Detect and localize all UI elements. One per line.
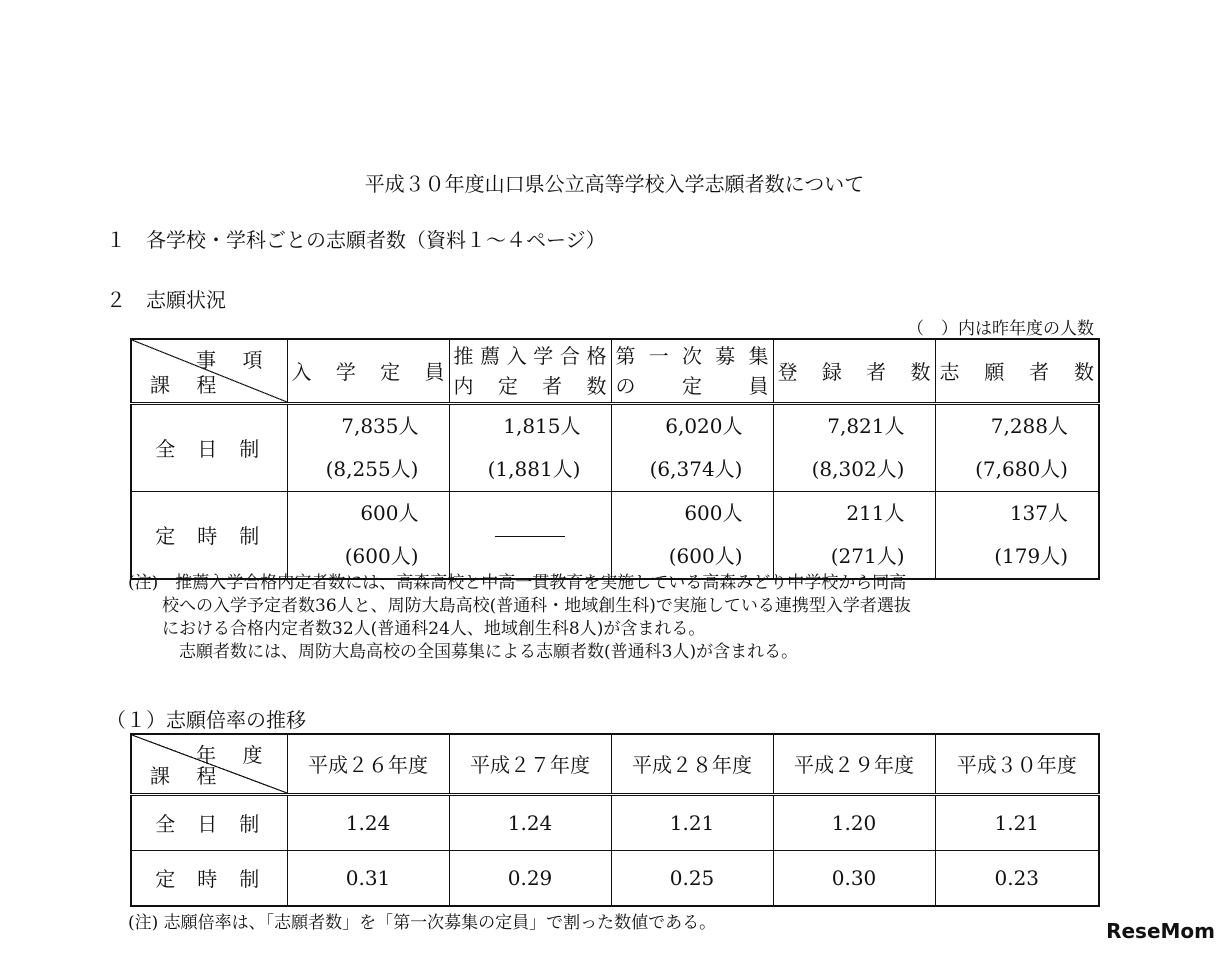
corner-top-label: 事 項 bbox=[196, 348, 273, 372]
table-row bbox=[131, 794, 1099, 850]
table1-footnotes bbox=[128, 572, 1103, 664]
table-cell: 1.24 bbox=[287, 794, 449, 850]
row-label-full-time: 全日制 bbox=[131, 794, 287, 850]
table-cell: 1.21 bbox=[611, 794, 773, 850]
row-label-part-time: 定時制 bbox=[131, 850, 287, 906]
table-cell: 600人 (600人) bbox=[287, 491, 449, 579]
row-label-full-time: 全日制 bbox=[131, 403, 287, 491]
table-cell: 600人 (600人) bbox=[611, 491, 773, 579]
table-cell: 0.31 bbox=[287, 850, 449, 906]
application-status-table bbox=[130, 338, 1100, 580]
table2-footnote: (注) 志願倍率は、「志願者数」を「第一次募集の定員」で割った数値である。 bbox=[128, 913, 717, 933]
table-cell: 7,821人 (8,302人) bbox=[773, 403, 935, 491]
header-year: 平成２９年度 bbox=[773, 734, 935, 794]
table2-corner-header bbox=[131, 734, 287, 794]
table-row bbox=[131, 850, 1099, 906]
table-cell: 6,020人 (6,374人) bbox=[611, 403, 773, 491]
row-label-part-time: 定時制 bbox=[131, 491, 287, 579]
header-enrollment-capacity: 入 学 定 員 bbox=[287, 339, 449, 403]
table-cell: 1.21 bbox=[935, 794, 1099, 850]
footnote-line: 志願者数には、周防大島高校の全国募集による志願者数(普通科3人)が含まれる。 bbox=[128, 642, 799, 662]
footnote-line: 校への入学予定者数36人と、周防大島高校(普通科・地域創生科)で実施している連携型入学者選抜 bbox=[128, 596, 911, 616]
table-row bbox=[131, 491, 1099, 579]
subsection-1-heading: （１）志願倍率の推移 bbox=[106, 708, 306, 732]
corner-top-label: 年 度 bbox=[196, 743, 273, 767]
section-2-heading: ２ 志願状況 bbox=[106, 288, 226, 312]
footnote-line: における合格内定者数32人(普通科24人、地域創生科8人)が含まれる。 bbox=[128, 619, 706, 639]
table1-note: （ ）内は昨年度の人数 bbox=[907, 319, 1094, 339]
section-1-heading: １ 各学校・学科ごとの志願者数（資料１～４ページ） bbox=[106, 228, 606, 252]
header-year: 平成２６年度 bbox=[287, 734, 449, 794]
resemom-logo: ReseMom bbox=[1106, 919, 1215, 943]
header-year: 平成３０年度 bbox=[935, 734, 1099, 794]
table-cell: 1,815人 (1,881人) bbox=[449, 403, 611, 491]
table-cell: 1.20 bbox=[773, 794, 935, 850]
table-cell: 0.25 bbox=[611, 850, 773, 906]
header-applicant-count: 志 願 者 数 bbox=[935, 339, 1099, 403]
header-registered-count: 登 録 者 数 bbox=[773, 339, 935, 403]
table-cell: 0.23 bbox=[935, 850, 1099, 906]
application-ratio-table bbox=[130, 733, 1100, 907]
corner-bottom-label: 課 程 bbox=[150, 763, 227, 788]
footnote-line: (注) 推薦入学合格内定者数には、高森高校と中高一貫教育を実施している高森みどり中学校から同高 bbox=[128, 573, 907, 593]
table-cell: 1.24 bbox=[449, 794, 611, 850]
table-cell: 0.29 bbox=[449, 850, 611, 906]
table-cell: 211人 (271人) bbox=[773, 491, 935, 579]
table-cell: 0.30 bbox=[773, 850, 935, 906]
header-first-round-capacity: 第 一 次 募 集 の 定 員 bbox=[611, 339, 773, 403]
header-year: 平成２８年度 bbox=[611, 734, 773, 794]
corner-bottom-label: 課 程 bbox=[150, 372, 227, 397]
empty-cell-dash bbox=[449, 491, 611, 579]
page-title: 平成３０年度山口県公立高等学校入学志願者数について bbox=[364, 172, 865, 196]
table-row bbox=[131, 403, 1099, 491]
header-year: 平成２７年度 bbox=[449, 734, 611, 794]
table1-corner-header bbox=[131, 339, 287, 403]
table-cell: 137人 (179人) bbox=[935, 491, 1099, 579]
dash-line bbox=[495, 536, 565, 537]
header-recommendation-admitted: 推 薦 入 学 合 格 内 定 者 数 bbox=[449, 339, 611, 403]
table-cell: 7,288人 (7,680人) bbox=[935, 403, 1099, 491]
table-cell: 7,835人 (8,255人) bbox=[287, 403, 449, 491]
